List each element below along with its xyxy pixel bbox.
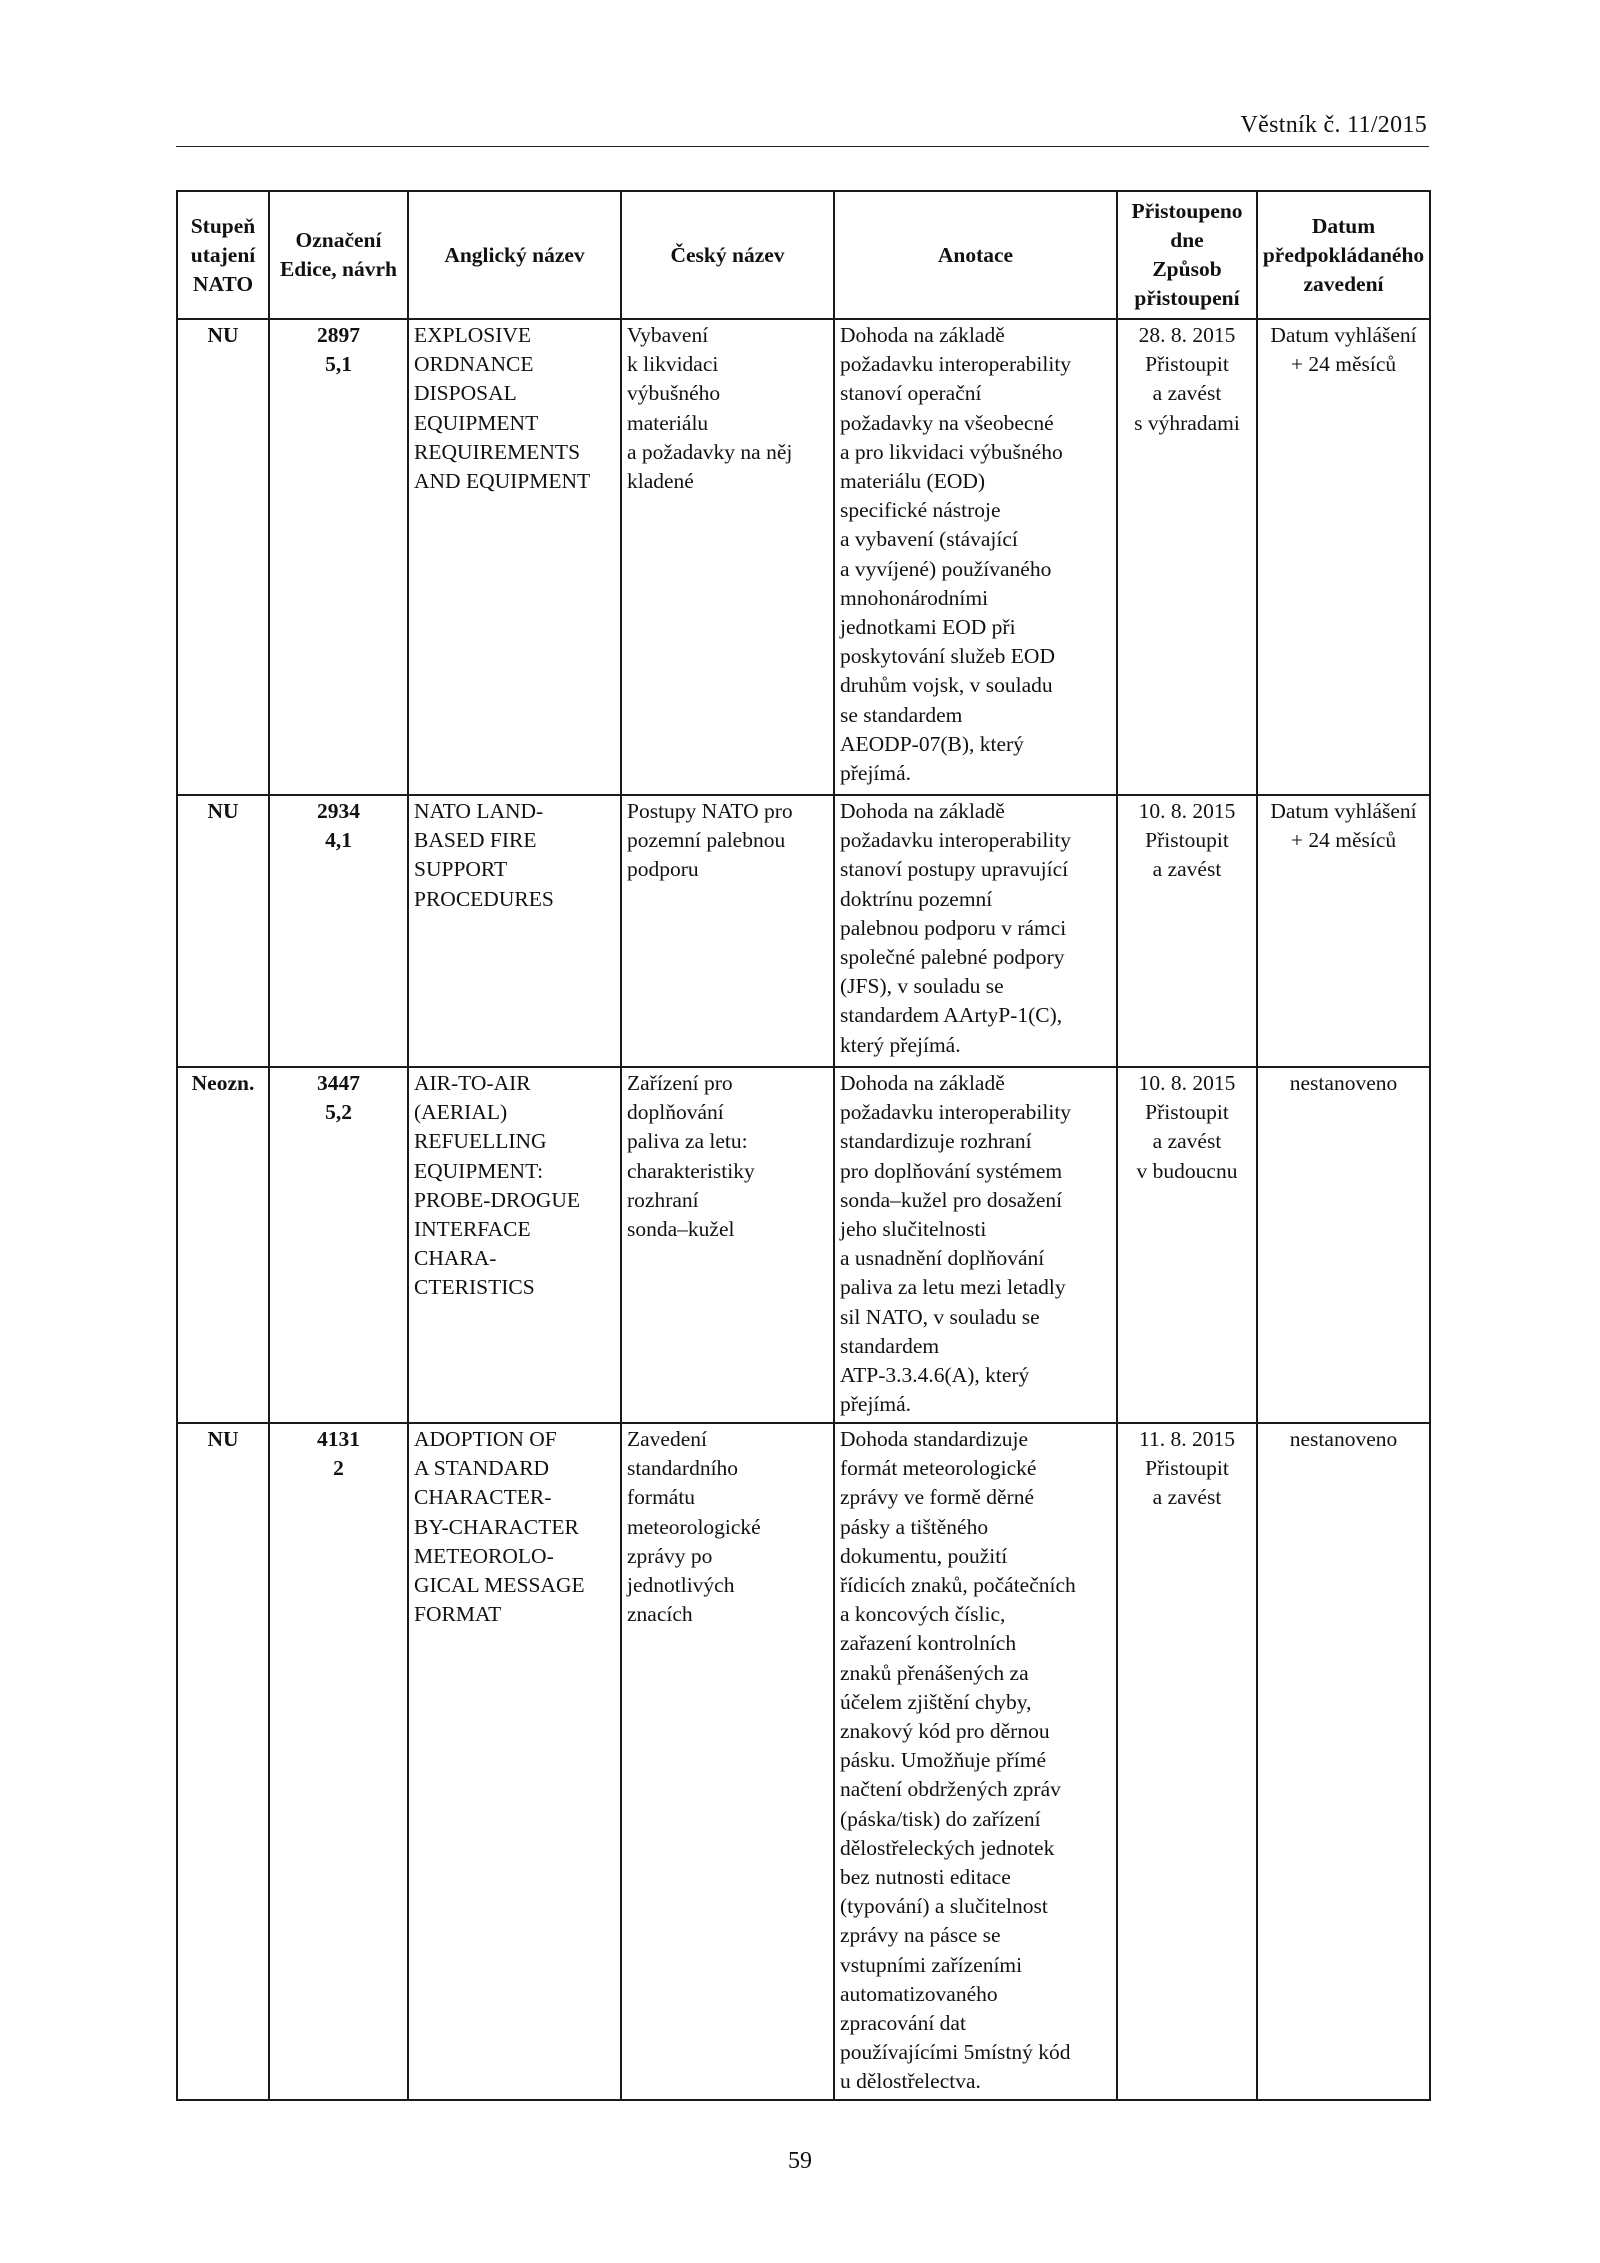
cell-czech-name: Zařízení pro doplňování paliva za letu: charakteristiky rozhraní sonda–kužel	[621, 1067, 834, 1423]
column-header-czech-name: Český název	[621, 191, 834, 319]
cell-annotation: Dohoda na základě požadavku interoperability stanoví operační požadavky na všeobecné a pro likvidaci výbušného materiálu (EOD) specifické nástroje a vybavení (stávající a vyvíjené) používaného mnohonárodními jednotkami EOD při poskytování služeb EOD druhům vojsk, v souladu se standardem AEODP-07(B), který přejímá.	[834, 319, 1117, 795]
table-row	[177, 1067, 1430, 1423]
cell-czech-name: Postupy NATO pro pozemní palebnou podporu	[621, 795, 834, 1067]
table-row	[177, 319, 1430, 795]
cell-classification: Neozn.	[177, 1067, 269, 1423]
cell-implementation-date: nestanoveno	[1257, 1423, 1430, 2100]
cell-annotation: Dohoda na základě požadavku interoperability standardizuje rozhraní pro doplňování systémem sonda–kužel pro dosažení jeho slučitelnosti a usnadnění doplňování paliva za letu mezi letadly sil NATO, v souladu se standardem ATP-3.3.4.6(A), který přejímá.	[834, 1067, 1117, 1423]
column-header-accession: Přistoupeno dne Způsob přistoupení	[1117, 191, 1257, 319]
cell-implementation-date: Datum vyhlášení + 24 měsíců	[1257, 795, 1430, 1067]
cell-designation: 2897 5,1	[269, 319, 408, 795]
cell-implementation-date: nestanoveno	[1257, 1067, 1430, 1423]
cell-classification: NU	[177, 1423, 269, 2100]
page-header	[176, 108, 1429, 147]
cell-czech-name: Vybavení k likvidaci výbušného materiálu a požadavky na něj kladené	[621, 319, 834, 795]
table-header-row	[177, 191, 1430, 319]
cell-annotation: Dohoda na základě požadavku interoperability stanoví postupy upravující doktrínu pozemní palebnou podporu v rámci společné palebné podpory (JFS), v souladu se standardem AArtyP-1(C), který přejímá.	[834, 795, 1117, 1067]
journal-title: Věstník č. 11/2015	[1240, 112, 1427, 138]
cell-english-name: AIR-TO-AIR (AERIAL) REFUELLING EQUIPMENT: PROBE-DROGUE INTERFACE CHARA- CTERISTICS	[408, 1067, 621, 1423]
cell-designation: 2934 4,1	[269, 795, 408, 1067]
column-header-implementation-date: Datum předpokládaného zavedení	[1257, 191, 1430, 319]
cell-accession: 28. 8. 2015 Přistoupit a zavést s výhradami	[1117, 319, 1257, 795]
cell-english-name: NATO LAND- BASED FIRE SUPPORT PROCEDURES	[408, 795, 621, 1067]
cell-accession: 11. 8. 2015 Přistoupit a zavést	[1117, 1423, 1257, 2100]
cell-implementation-date: Datum vyhlášení + 24 měsíců	[1257, 319, 1430, 795]
cell-english-name: EXPLOSIVE ORDNANCE DISPOSAL EQUIPMENT REQUIREMENTS AND EQUIPMENT	[408, 319, 621, 795]
table-row	[177, 795, 1430, 1067]
cell-english-name: ADOPTION OF A STANDARD CHARACTER- BY-CHARACTER METEOROLO- GICAL MESSAGE FORMAT	[408, 1423, 621, 2100]
cell-accession: 10. 8. 2015 Přistoupit a zavést v budoucnu	[1117, 1067, 1257, 1423]
standards-table	[176, 190, 1431, 2101]
cell-classification: NU	[177, 319, 269, 795]
cell-classification: NU	[177, 795, 269, 1067]
cell-accession: 10. 8. 2015 Přistoupit a zavést	[1117, 795, 1257, 1067]
column-header-annotation: Anotace	[834, 191, 1117, 319]
column-header-classification: Stupeň utajení NATO	[177, 191, 269, 319]
page-number: 59	[788, 2148, 812, 2174]
column-header-designation: Označení Edice, návrh	[269, 191, 408, 319]
cell-designation: 3447 5,2	[269, 1067, 408, 1423]
cell-annotation: Dohoda standardizuje formát meteorologické zprávy ve formě děrné pásky a tištěného dokumentu, použití řídicích znaků, počátečních a koncových číslic, zařazení kontrolních znaků přenášených za účelem zjištění chyby, znakový kód pro děrnou pásku. Umožňuje přímé načtení obdržených zpráv (páska/tisk) do zařízení dělostřeleckých jednotek bez nutnosti editace (typování) a slučitelnost zprávy na pásce se vstupními zařízeními automatizovaného zpracování dat používajícími 5místný kód u dělostřelectva.	[834, 1423, 1117, 2100]
cell-designation: 4131 2	[269, 1423, 408, 2100]
table-row	[177, 1423, 1430, 2100]
column-header-english-name: Anglický název	[408, 191, 621, 319]
cell-czech-name: Zavedení standardního formátu meteorologické zprávy po jednotlivých znacích	[621, 1423, 834, 2100]
